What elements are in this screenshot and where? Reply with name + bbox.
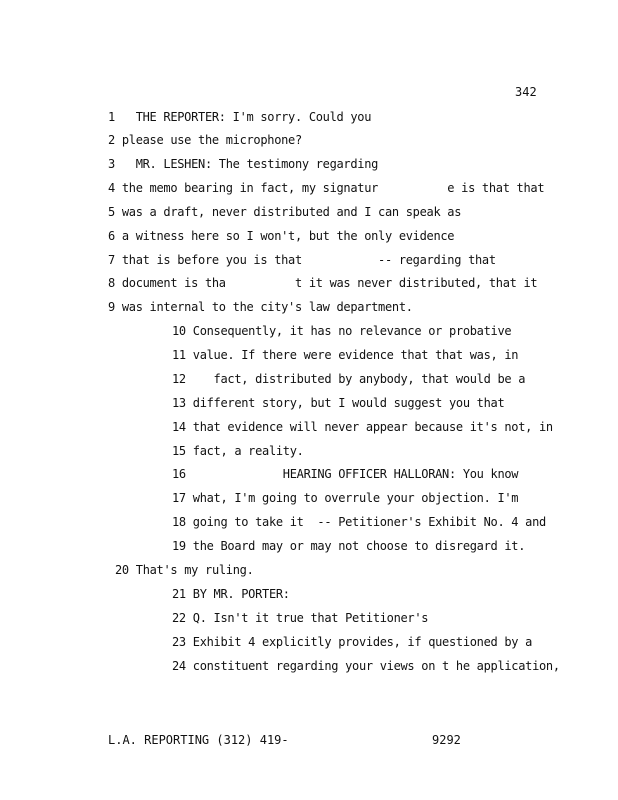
transcript-line-17: 17 what, I'm going to overrule your objection. I'm [172, 491, 519, 505]
page-number: 342 [515, 85, 537, 99]
transcript-line-7: 7 that is before you is that -- regarding that [108, 253, 496, 267]
transcript-line-5: 5 was a draft, never distributed and I can speak as [108, 205, 462, 219]
transcript-line-3: 3 MR. LESHEN: The testimony regarding [108, 157, 379, 171]
transcript-line-20: 20 That's my ruling. [115, 563, 254, 577]
transcript-line-19: 19 the Board may or may not choose to disregard it. [172, 539, 526, 553]
footer-reporting-company: L.A. REPORTING (312) 419- [108, 733, 289, 747]
transcript-line-14: 14 that evidence will never appear because it's not, in [172, 420, 553, 434]
transcript-line-1: 1 THE REPORTER: I'm sorry. Could you [108, 110, 372, 124]
transcript-line-16: 16 HEARING OFFICER HALLORAN: You know [172, 467, 519, 481]
transcript-line-10: 10 Consequently, it has no relevance or probative [172, 324, 512, 338]
transcript-line-23: 23 Exhibit 4 explicitly provides, if questioned by a [172, 635, 533, 649]
transcript-line-21: 21 BY MR. PORTER: [172, 587, 290, 601]
transcript-line-8: 8 document is tha t it was never distributed, that it [108, 276, 538, 290]
transcript-line-24: 24 constituent regarding your views on t he application, [172, 659, 560, 673]
transcript-line-2: 2 please use the microphone? [108, 133, 302, 147]
transcript-line-22: 22 Q. Isn't it true that Petitioner's [172, 611, 429, 625]
transcript-line-12: 12 fact, distributed by anybody, that would be a [172, 372, 526, 386]
footer-phone-suffix: 9292 [432, 733, 461, 747]
transcript-line-11: 11 value. If there were evidence that that was, in [172, 348, 519, 362]
transcript-line-18: 18 going to take it -- Petitioner's Exhibit No. 4 and [172, 515, 546, 529]
transcript-line-15: 15 fact, a reality. [172, 444, 304, 458]
transcript-line-4: 4 the memo bearing in fact, my signatur e is that that [108, 181, 545, 195]
transcript-line-6: 6 a witness here so I won't, but the only evidence [108, 229, 455, 243]
transcript-line-13: 13 different story, but I would suggest you that [172, 396, 505, 410]
transcript-line-9: 9 was internal to the city's law department. [108, 300, 413, 314]
